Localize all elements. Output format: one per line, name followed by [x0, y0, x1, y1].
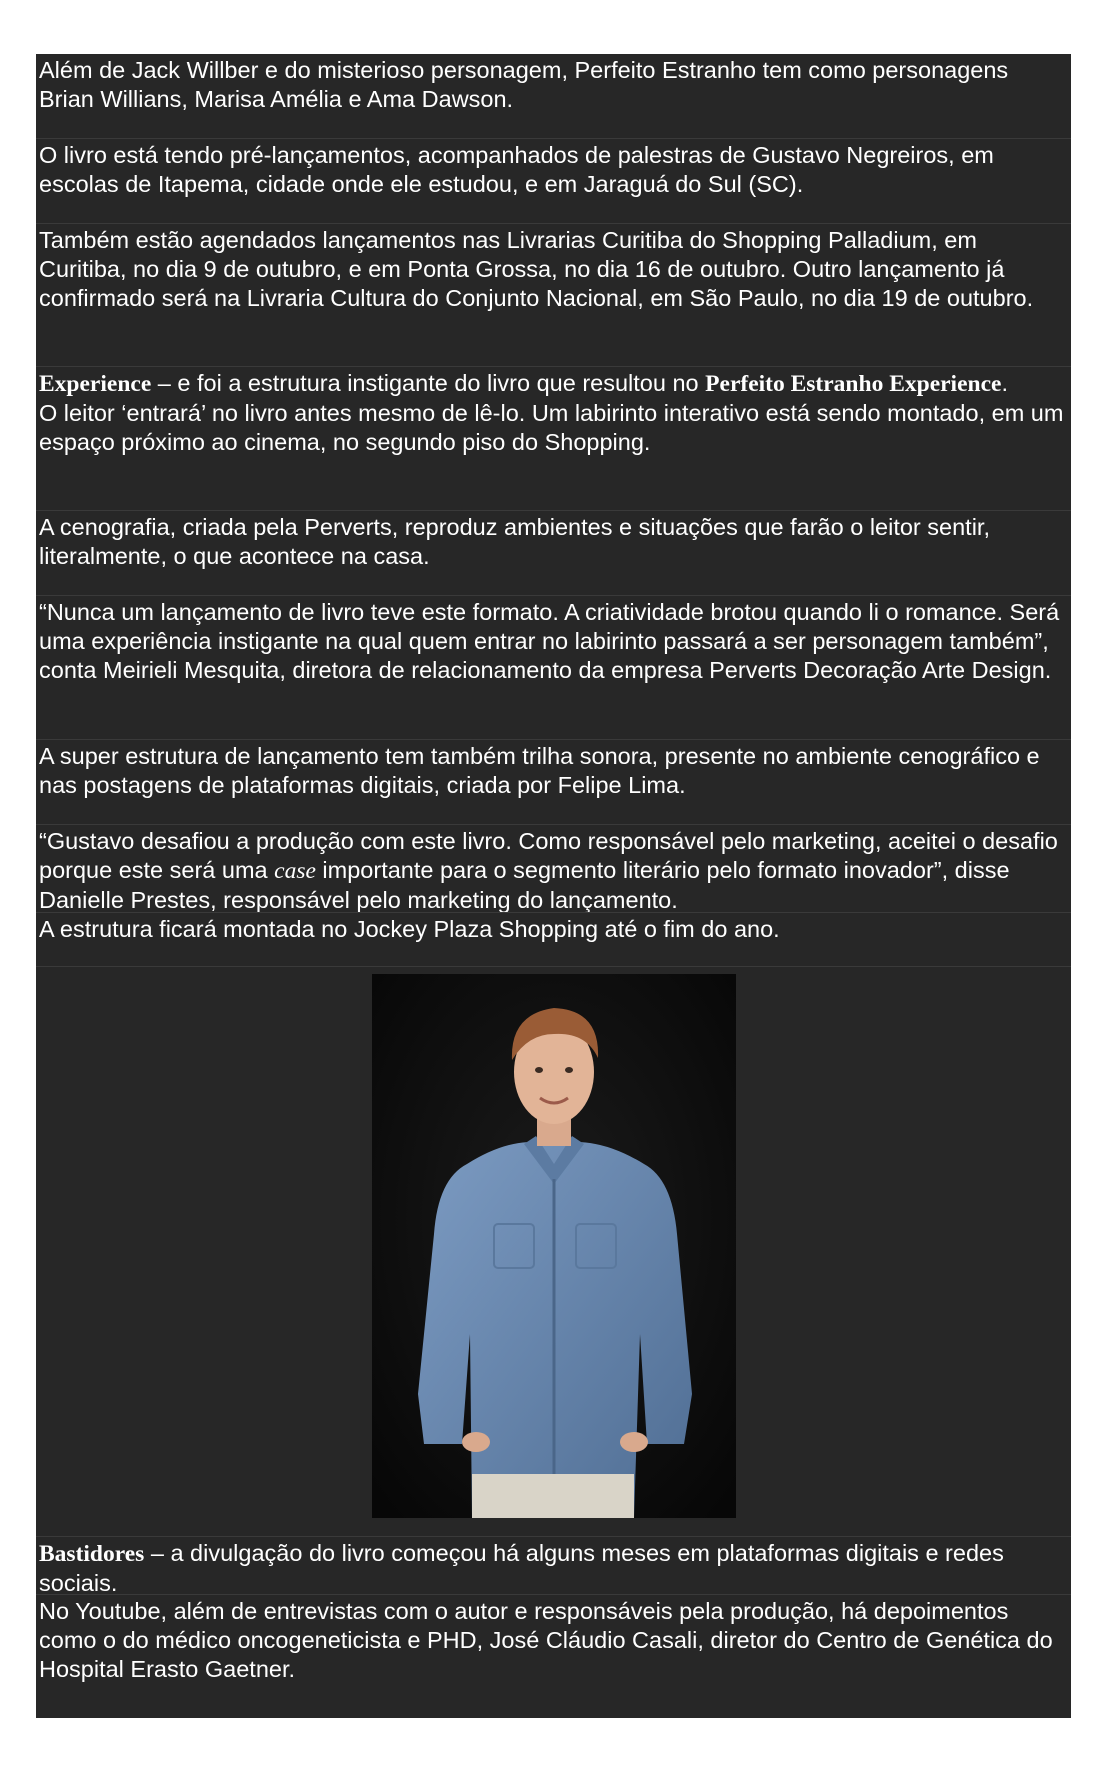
paragraph-text: Além de Jack Willber e do misterioso personagem, Perfeito Estranho tem como personagens Brian Willians, Marisa Amélia e Ama Dawson.: [39, 57, 1009, 112]
paragraph-text-segment: “Gustavo desafiou a produção com este livro. Como responsável pelo marketing, aceitei o desafio porque este será uma: [39, 828, 1058, 883]
paragraph-launch-dates: [36, 223, 1071, 313]
paragraph-text: O livro está tendo pré-lançamentos, acompanhados de palestras de Gustavo Negreiros, em escolas de Itapema, cidade onde ele estudou, e em Jaraguá do Sul (SC).: [39, 142, 994, 197]
case-term: case: [274, 858, 316, 884]
paragraph-text-segment: importante para o segmento literário pelo formato inovador”, disse Danielle Prestes, responsável pelo marketing do lançamento.: [39, 857, 1010, 913]
paragraph-text-segment: – e foi a estrutura instigante do livro que resultou no: [151, 370, 706, 396]
paragraph-pre-launches: [36, 138, 1071, 199]
paragraph-text-segment: .: [1001, 370, 1008, 396]
paragraph-text: A cenografia, criada pela Perverts, reproduz ambientes e situações que farão o leitor sentir, literalmente, o que acontece na casa.: [39, 514, 990, 569]
paragraph-backstage: [36, 1536, 1071, 1598]
section-lead-bastidores: Bastidores: [39, 1541, 145, 1567]
paragraph-text-segment: – a divulgação do livro começou há alguns meses em plataformas digitais e redes sociais.: [39, 1540, 1004, 1596]
paragraph-soundtrack: [36, 739, 1071, 800]
section-lead-experience: Experience: [39, 371, 152, 397]
paragraph-text: A estrutura ficará montada no Jockey Plaza Shopping até o fim do ano.: [39, 916, 780, 942]
paragraph-text: “Nunca um lançamento de livro teve este formato. A criatividade brotou quando li o romance. Será uma experiência instigante na qual quem entrar no labirinto passará a ser personagem também”, conta Meirieli Mesquita, diretora de relacionamento da empresa Perverts Decoração Arte Design.: [39, 599, 1060, 683]
paragraph-characters: [36, 54, 1071, 114]
paragraph-text: [39, 1539, 1068, 1598]
paragraph-text: [39, 827, 1068, 915]
article-panel: [36, 54, 1071, 1718]
author-photo: [372, 974, 736, 1518]
paragraph-experience: [36, 366, 1071, 457]
paragraph-text: [39, 369, 1068, 399]
paragraph-text: O leitor ‘entrará’ no livro antes mesmo de lê-lo. Um labirinto interativo está sendo montado, em um espaço próximo ao cinema, no segundo piso do Shopping.: [39, 400, 1064, 455]
paragraph-text: A super estrutura de lançamento tem também trilha sonora, presente no ambiente cenográfico e nas postagens de plataformas digitais, criada por Felipe Lima.: [39, 743, 1040, 798]
paragraph-location: [36, 912, 1071, 944]
paragraph-youtube: [36, 1594, 1071, 1684]
paragraph-quote-meirieli: [36, 595, 1071, 685]
experience-name: Perfeito Estranho Experience: [705, 371, 1002, 397]
paragraph-text: No Youtube, além de entrevistas com o autor e responsáveis pela produção, há depoimentos como o do médico oncogeneticista e PHD, José Cláudio Casali, diretor do Centro de Genética do Hospital Erasto Gaetner.: [39, 1598, 1053, 1682]
author-portrait-icon: [372, 974, 736, 1518]
paragraph-text: Também estão agendados lançamentos nas Livrarias Curitiba do Shopping Palladium, em Curitiba, no dia 9 de outubro, e em Ponta Grossa, no dia 16 de outubro. Outro lançamento já confirmado será na Livraria Cultura do Conjunto Nacional, em São Paulo, no dia 19 de outubro.: [39, 227, 1034, 311]
paragraph-quote-danielle: [36, 824, 1071, 915]
paragraph-scenography: [36, 510, 1071, 571]
